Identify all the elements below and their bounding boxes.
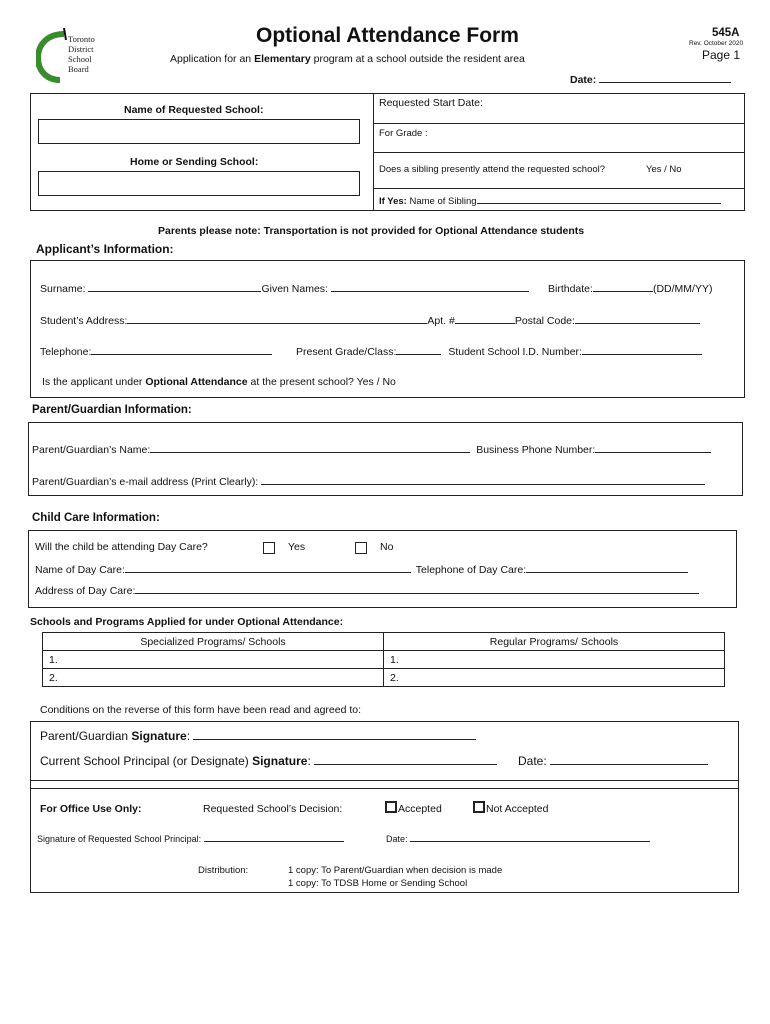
daycare-address-line[interactable]	[135, 581, 699, 594]
tdsb-logo	[36, 24, 106, 86]
grade-label[interactable]: For Grade :	[379, 128, 428, 139]
regular-cell-2[interactable]: 2.	[384, 669, 725, 687]
principal-signature-line[interactable]	[314, 752, 497, 765]
birthdate-row	[548, 279, 712, 295]
telephone-row	[40, 342, 272, 358]
principal-signature-text: Current School Principal (or Designate)	[40, 754, 253, 768]
sibling-name-line[interactable]	[477, 193, 721, 204]
logo-text-line: Toronto	[68, 34, 95, 44]
requested-principal-signature-row	[37, 832, 344, 844]
accepted-checkbox[interactable]	[385, 801, 397, 813]
specialized-cell-1[interactable]: 1.	[43, 651, 384, 669]
sibling-name-field[interactable]	[379, 193, 721, 207]
daycare-telephone-label: Telephone of Day Care:	[415, 564, 527, 576]
guardian-section-title: Parent/Guardian Information:	[32, 404, 192, 416]
logo-text-line: District	[68, 44, 94, 54]
col-regular: Regular Programs/ Schools	[384, 633, 725, 651]
home-school-label: Home or Sending School:	[130, 156, 259, 168]
guardian-name-row	[32, 440, 711, 456]
logo-apple-icon	[36, 28, 70, 84]
guardian-email-row	[32, 472, 705, 488]
guardian-email-label: Parent/Guardian’s e-mail address (Print Clearly):	[32, 476, 259, 488]
subtitle-bold: Elementary	[254, 53, 311, 65]
applicant-section-title: Applicant’s Information:	[36, 242, 174, 256]
requested-principal-signature-label: Signature of Requested School Principal:	[37, 834, 202, 844]
apt-line[interactable]	[455, 311, 515, 324]
logo-text-line: Board	[68, 64, 89, 74]
daycare-telephone-line[interactable]	[526, 560, 688, 573]
given-names-label: Given Names:	[261, 283, 328, 295]
parent-signature-line[interactable]	[193, 727, 476, 740]
student-id-line[interactable]	[582, 342, 702, 355]
oa-text: at the present school? Yes / No	[247, 376, 396, 388]
subtitle-text: Application for an	[170, 53, 255, 65]
requested-start-label[interactable]: Requested Start Date:	[379, 97, 483, 109]
office-date-line[interactable]	[410, 832, 650, 842]
not-accepted-checkbox[interactable]	[473, 801, 485, 813]
parent-signature-row: Parent/Guardian Signature:	[40, 727, 476, 743]
parent-signature-text: Parent/Guardian	[40, 729, 132, 743]
programs-table	[42, 632, 725, 687]
birthdate-label: Birthdate:	[548, 283, 593, 295]
not-accepted-label: Not Accepted	[486, 803, 549, 815]
daycare-no-label: No	[380, 541, 394, 553]
grade-class-line[interactable]	[396, 342, 441, 355]
distribution-line-2: 1 copy: To TDSB Home or Sending School	[288, 878, 468, 889]
requested-school-input[interactable]	[38, 119, 360, 144]
address-line[interactable]	[127, 311, 427, 324]
office-date-row	[386, 832, 650, 844]
programs-header-row	[43, 633, 725, 651]
date-field[interactable]	[570, 70, 731, 86]
revision-date: Rev. October 2020	[689, 40, 744, 47]
principal-date-row	[518, 752, 708, 768]
sibling-question: Does a sibling presently attend the requested school?	[379, 164, 606, 175]
grade-class-label: Present Grade/Class:	[296, 346, 397, 358]
daycare-name-label: Name of Day Care:	[35, 564, 125, 576]
principal-signature-bold: Signature	[252, 754, 308, 768]
oa-bold: Optional Attendance	[145, 376, 248, 388]
daycare-name-row	[35, 560, 688, 576]
daycare-yes-label: Yes	[288, 541, 306, 553]
daycare-yes-checkbox[interactable]	[263, 542, 275, 554]
guardian-name-label: Parent/Guardian’s Name:	[32, 444, 151, 456]
daycare-address-row	[35, 581, 699, 597]
logo-text-line: School	[68, 54, 92, 64]
if-yes-label: If Yes:	[379, 196, 407, 207]
given-names-line[interactable]	[331, 279, 529, 292]
page-number: Page 1	[702, 48, 741, 62]
principal-date-line[interactable]	[550, 752, 708, 765]
oa-text: Is the applicant under	[42, 376, 146, 388]
subtitle-text: program at a school outside the resident area	[310, 53, 525, 65]
principal-signature-row: Current School Principal (or Designate) Signature:	[40, 752, 497, 768]
page-subtitle	[170, 53, 525, 65]
requested-principal-signature-line[interactable]	[204, 832, 344, 842]
surname-row	[40, 279, 529, 295]
guardian-name-line[interactable]	[150, 440, 470, 453]
sibling-options[interactable]: Yes / No	[646, 164, 682, 175]
daycare-question: Will the child be attending Day Care?	[35, 541, 208, 553]
postal-code-label: Postal Code:	[514, 315, 575, 327]
childcare-section-title: Child Care Information:	[32, 512, 160, 524]
guardian-email-line[interactable]	[261, 472, 705, 485]
col-specialized: Specialized Programs/ Schools	[43, 633, 384, 651]
business-phone-label: Business Phone Number:	[476, 444, 596, 456]
specialized-cell-2[interactable]: 2.	[43, 669, 384, 687]
daycare-address-label: Address of Day Care:	[35, 585, 136, 597]
apt-label: Apt. #	[427, 315, 455, 327]
daycare-name-line[interactable]	[125, 560, 411, 573]
conditions-text: Conditions on the reverse of this form have been read and agreed to:	[40, 704, 362, 716]
sibling-name-label: Name of Sibling	[409, 196, 477, 207]
principal-date-label: Date:	[518, 754, 547, 768]
page-title: Optional Attendance Form	[256, 24, 519, 47]
student-id-label: Student School I.D. Number:	[448, 346, 582, 358]
birthdate-line[interactable]	[593, 279, 653, 292]
date-line[interactable]	[599, 70, 731, 83]
table-row	[43, 651, 725, 669]
office-use-title: For Office Use Only:	[40, 803, 142, 815]
surname-label: Surname:	[40, 283, 86, 295]
date-label: Date:	[570, 74, 597, 86]
office-date-label: Date:	[386, 834, 408, 844]
grade-class-row	[296, 342, 702, 358]
distribution-label: Distribution:	[198, 865, 249, 876]
telephone-line[interactable]	[91, 342, 272, 355]
distribution-line-1: 1 copy: To Parent/Guardian when decision is made	[288, 865, 503, 876]
optional-attendance-question[interactable]	[42, 376, 396, 388]
address-label: Student’s Address:	[40, 315, 128, 327]
accepted-label: Accepted	[398, 803, 442, 815]
decision-label: Requested School’s Decision:	[203, 803, 343, 815]
programs-section-title: Schools and Programs Applied for under Optional Attendance:	[30, 616, 344, 628]
surname-line[interactable]	[88, 279, 261, 292]
form-number: 545A	[712, 27, 740, 39]
home-school-input[interactable]	[38, 171, 360, 196]
address-row	[40, 311, 700, 327]
transport-note: Parents please note: Transportation is not provided for Optional Attendance students	[158, 225, 585, 237]
telephone-label: Telephone:	[40, 346, 92, 358]
birthdate-format: (DD/MM/YY)	[652, 283, 713, 295]
table-row	[43, 669, 725, 687]
regular-cell-1[interactable]: 1.	[384, 651, 725, 669]
postal-code-line[interactable]	[575, 311, 700, 324]
daycare-no-checkbox[interactable]	[355, 542, 367, 554]
business-phone-line[interactable]	[595, 440, 711, 453]
parent-signature-bold: Signature	[131, 729, 187, 743]
requested-school-label: Name of Requested School:	[124, 104, 264, 116]
